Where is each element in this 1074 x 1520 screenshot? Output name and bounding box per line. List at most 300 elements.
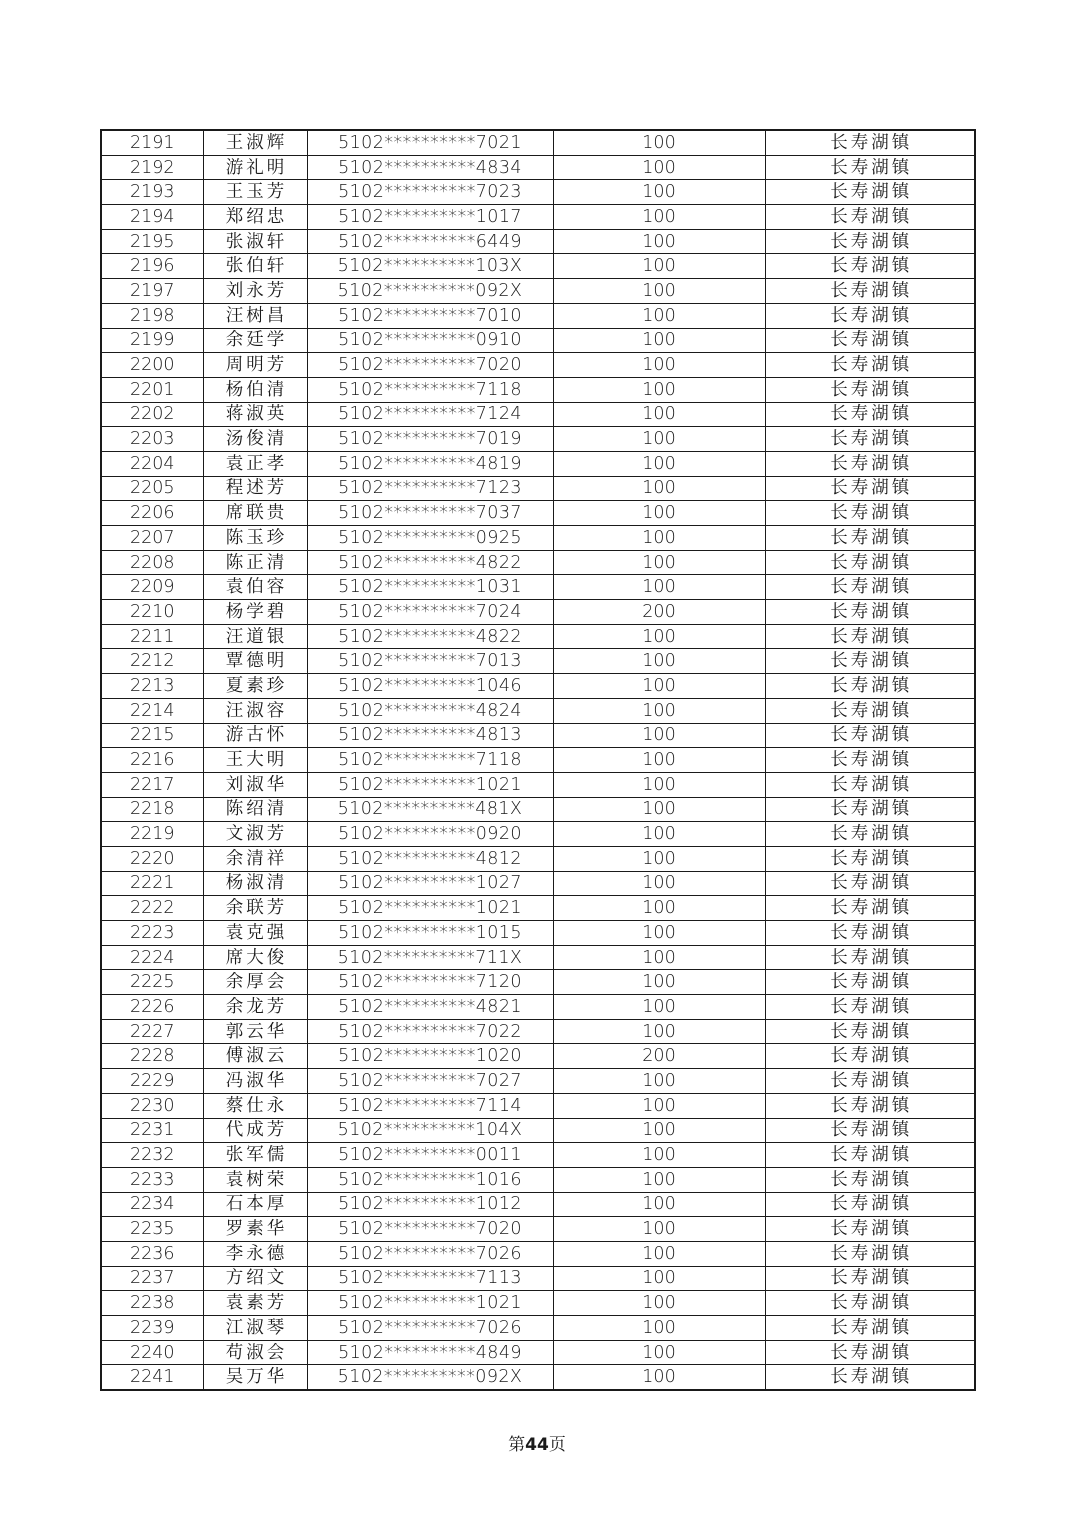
amount-cell: 100 — [553, 550, 765, 575]
name-cell: 罗素华 — [203, 1217, 307, 1242]
serial-number-cell: 2195 — [101, 229, 203, 254]
name-cell: 周明芳 — [203, 353, 307, 378]
name-cell: 苟淑会 — [203, 1340, 307, 1365]
township-cell: 长寿湖镇 — [765, 353, 975, 378]
table-row — [101, 1069, 975, 1094]
id-number-cell: 5102**********4813 — [307, 723, 553, 748]
id-number-cell: 5102**********104X — [307, 1118, 553, 1143]
table-row — [101, 1167, 975, 1192]
name-cell: 石本厚 — [203, 1192, 307, 1217]
id-number-cell: 5102**********1021 — [307, 896, 553, 921]
serial-number-cell: 2225 — [101, 970, 203, 995]
footer-prefix: 第 — [508, 1435, 526, 1455]
table-row — [101, 822, 975, 847]
table-row — [101, 130, 975, 155]
id-number-cell: 5102**********4822 — [307, 550, 553, 575]
township-cell: 长寿湖镇 — [765, 130, 975, 155]
id-number-cell: 5102**********092X — [307, 1365, 553, 1390]
amount-cell: 100 — [553, 1167, 765, 1192]
serial-number-cell: 2219 — [101, 822, 203, 847]
table-row — [101, 649, 975, 674]
serial-number-cell: 2222 — [101, 896, 203, 921]
table-row — [101, 772, 975, 797]
id-number-cell: 5102**********7026 — [307, 1241, 553, 1266]
id-number-cell: 5102**********103X — [307, 254, 553, 279]
amount-cell: 100 — [553, 822, 765, 847]
township-cell: 长寿湖镇 — [765, 1167, 975, 1192]
roster-table-body — [101, 130, 975, 1390]
name-cell: 陈正清 — [203, 550, 307, 575]
name-cell: 余厚会 — [203, 970, 307, 995]
serial-number-cell: 2237 — [101, 1266, 203, 1291]
amount-cell: 100 — [553, 1340, 765, 1365]
serial-number-cell: 2205 — [101, 476, 203, 501]
township-cell: 长寿湖镇 — [765, 896, 975, 921]
serial-number-cell: 2230 — [101, 1093, 203, 1118]
name-cell: 张伯轩 — [203, 254, 307, 279]
amount-cell: 100 — [553, 748, 765, 773]
id-number-cell: 5102**********4812 — [307, 846, 553, 871]
township-cell: 长寿湖镇 — [765, 846, 975, 871]
id-number-cell: 5102**********0920 — [307, 822, 553, 847]
township-cell: 长寿湖镇 — [765, 1241, 975, 1266]
township-cell: 长寿湖镇 — [765, 871, 975, 896]
name-cell: 余清祥 — [203, 846, 307, 871]
table-row — [101, 1118, 975, 1143]
serial-number-cell: 2197 — [101, 279, 203, 304]
name-cell: 杨伯清 — [203, 377, 307, 402]
name-cell: 王淑辉 — [203, 130, 307, 155]
table-row — [101, 205, 975, 230]
serial-number-cell: 2236 — [101, 1241, 203, 1266]
id-number-cell: 5102**********7013 — [307, 649, 553, 674]
amount-cell: 100 — [553, 1118, 765, 1143]
table-row — [101, 846, 975, 871]
township-cell: 长寿湖镇 — [765, 501, 975, 526]
id-number-cell: 5102**********1021 — [307, 772, 553, 797]
amount-cell: 100 — [553, 896, 765, 921]
amount-cell: 100 — [553, 377, 765, 402]
table-row — [101, 748, 975, 773]
id-number-cell: 5102**********4824 — [307, 698, 553, 723]
id-number-cell: 5102**********7022 — [307, 1019, 553, 1044]
township-cell: 长寿湖镇 — [765, 1217, 975, 1242]
id-number-cell: 5102**********4849 — [307, 1340, 553, 1365]
amount-cell: 100 — [553, 945, 765, 970]
table-row — [101, 1266, 975, 1291]
serial-number-cell: 2234 — [101, 1192, 203, 1217]
township-cell: 长寿湖镇 — [765, 1093, 975, 1118]
amount-cell: 100 — [553, 1192, 765, 1217]
table-row — [101, 1044, 975, 1069]
township-cell: 长寿湖镇 — [765, 1266, 975, 1291]
table-row — [101, 526, 975, 551]
township-cell: 长寿湖镇 — [765, 1044, 975, 1069]
serial-number-cell: 2224 — [101, 945, 203, 970]
id-number-cell: 5102**********4834 — [307, 155, 553, 180]
township-cell: 长寿湖镇 — [765, 279, 975, 304]
id-number-cell: 5102**********1015 — [307, 921, 553, 946]
table-row — [101, 377, 975, 402]
id-number-cell: 5102**********7019 — [307, 427, 553, 452]
amount-cell: 100 — [553, 526, 765, 551]
serial-number-cell: 2241 — [101, 1365, 203, 1390]
name-cell: 袁树荣 — [203, 1167, 307, 1192]
id-number-cell: 5102**********7023 — [307, 180, 553, 205]
subsidy-roster-table — [100, 129, 976, 1391]
amount-cell: 100 — [553, 303, 765, 328]
amount-cell: 100 — [553, 229, 765, 254]
amount-cell: 100 — [553, 921, 765, 946]
table-row — [101, 600, 975, 625]
serial-number-cell: 2223 — [101, 921, 203, 946]
serial-number-cell: 2191 — [101, 130, 203, 155]
name-cell: 余龙芳 — [203, 995, 307, 1020]
table-row — [101, 180, 975, 205]
id-number-cell: 5102**********7120 — [307, 970, 553, 995]
amount-cell: 100 — [553, 723, 765, 748]
serial-number-cell: 2207 — [101, 526, 203, 551]
serial-number-cell: 2201 — [101, 377, 203, 402]
amount-cell: 100 — [553, 995, 765, 1020]
page-footer — [0, 1430, 1074, 1455]
name-cell: 蒋淑英 — [203, 402, 307, 427]
serial-number-cell: 2210 — [101, 600, 203, 625]
id-number-cell: 5102**********7118 — [307, 748, 553, 773]
township-cell: 长寿湖镇 — [765, 995, 975, 1020]
serial-number-cell: 2235 — [101, 1217, 203, 1242]
table-row — [101, 229, 975, 254]
amount-cell: 100 — [553, 698, 765, 723]
name-cell: 杨学碧 — [203, 600, 307, 625]
id-number-cell: 5102**********7010 — [307, 303, 553, 328]
id-number-cell: 5102**********7020 — [307, 1217, 553, 1242]
id-number-cell: 5102**********7123 — [307, 476, 553, 501]
amount-cell: 100 — [553, 772, 765, 797]
table-row — [101, 353, 975, 378]
table-row — [101, 995, 975, 1020]
amount-cell: 100 — [553, 871, 765, 896]
name-cell: 方绍文 — [203, 1266, 307, 1291]
id-number-cell: 5102**********7114 — [307, 1093, 553, 1118]
name-cell: 冯淑华 — [203, 1069, 307, 1094]
name-cell: 陈玉珍 — [203, 526, 307, 551]
amount-cell: 100 — [553, 674, 765, 699]
id-number-cell: 5102**********1021 — [307, 1291, 553, 1316]
name-cell: 袁伯容 — [203, 575, 307, 600]
township-cell: 长寿湖镇 — [765, 748, 975, 773]
serial-number-cell: 2226 — [101, 995, 203, 1020]
township-cell: 长寿湖镇 — [765, 649, 975, 674]
name-cell: 傅淑云 — [203, 1044, 307, 1069]
name-cell: 汪树昌 — [203, 303, 307, 328]
name-cell: 王玉芳 — [203, 180, 307, 205]
name-cell: 席联贵 — [203, 501, 307, 526]
name-cell: 袁克强 — [203, 921, 307, 946]
id-number-cell: 5102**********4821 — [307, 995, 553, 1020]
amount-cell: 100 — [553, 970, 765, 995]
table-row — [101, 624, 975, 649]
name-cell: 刘淑华 — [203, 772, 307, 797]
serial-number-cell: 2218 — [101, 797, 203, 822]
id-number-cell: 5102**********7113 — [307, 1266, 553, 1291]
amount-cell: 100 — [553, 1069, 765, 1094]
name-cell: 袁素芳 — [203, 1291, 307, 1316]
amount-cell: 100 — [553, 427, 765, 452]
name-cell: 游古怀 — [203, 723, 307, 748]
serial-number-cell: 2231 — [101, 1118, 203, 1143]
township-cell: 长寿湖镇 — [765, 1340, 975, 1365]
serial-number-cell: 2206 — [101, 501, 203, 526]
serial-number-cell: 2233 — [101, 1167, 203, 1192]
id-number-cell: 5102**********6449 — [307, 229, 553, 254]
serial-number-cell: 2198 — [101, 303, 203, 328]
footer-suffix: 页 — [548, 1435, 566, 1455]
name-cell: 余廷学 — [203, 328, 307, 353]
serial-number-cell: 2209 — [101, 575, 203, 600]
township-cell: 长寿湖镇 — [765, 921, 975, 946]
township-cell: 长寿湖镇 — [765, 550, 975, 575]
table-row — [101, 550, 975, 575]
id-number-cell: 5102**********4819 — [307, 451, 553, 476]
table-row — [101, 279, 975, 304]
amount-cell: 100 — [553, 1291, 765, 1316]
name-cell: 文淑芳 — [203, 822, 307, 847]
serial-number-cell: 2196 — [101, 254, 203, 279]
table-row — [101, 698, 975, 723]
township-cell: 长寿湖镇 — [765, 155, 975, 180]
township-cell: 长寿湖镇 — [765, 254, 975, 279]
id-number-cell: 5102**********1031 — [307, 575, 553, 600]
table-row — [101, 1316, 975, 1341]
table-row — [101, 1291, 975, 1316]
township-cell: 长寿湖镇 — [765, 600, 975, 625]
township-cell: 长寿湖镇 — [765, 822, 975, 847]
township-cell: 长寿湖镇 — [765, 945, 975, 970]
amount-cell: 100 — [553, 1093, 765, 1118]
serial-number-cell: 2203 — [101, 427, 203, 452]
amount-cell: 200 — [553, 600, 765, 625]
township-cell: 长寿湖镇 — [765, 1069, 975, 1094]
table-row — [101, 254, 975, 279]
id-number-cell: 5102**********7021 — [307, 130, 553, 155]
name-cell: 江淑琴 — [203, 1316, 307, 1341]
table-row — [101, 501, 975, 526]
amount-cell: 200 — [553, 1044, 765, 1069]
amount-cell: 100 — [553, 328, 765, 353]
id-number-cell: 5102**********7027 — [307, 1069, 553, 1094]
name-cell: 李永德 — [203, 1241, 307, 1266]
township-cell: 长寿湖镇 — [765, 328, 975, 353]
township-cell: 长寿湖镇 — [765, 427, 975, 452]
name-cell: 程述芳 — [203, 476, 307, 501]
township-cell: 长寿湖镇 — [765, 970, 975, 995]
table-row — [101, 921, 975, 946]
amount-cell: 100 — [553, 649, 765, 674]
name-cell: 张淑轩 — [203, 229, 307, 254]
name-cell: 郭云华 — [203, 1019, 307, 1044]
amount-cell: 100 — [553, 846, 765, 871]
township-cell: 长寿湖镇 — [765, 377, 975, 402]
id-number-cell: 5102**********1016 — [307, 1167, 553, 1192]
name-cell: 汪道银 — [203, 624, 307, 649]
amount-cell: 100 — [553, 1019, 765, 1044]
table-row — [101, 674, 975, 699]
amount-cell: 100 — [553, 624, 765, 649]
township-cell: 长寿湖镇 — [765, 205, 975, 230]
amount-cell: 100 — [553, 1266, 765, 1291]
township-cell: 长寿湖镇 — [765, 772, 975, 797]
amount-cell: 100 — [553, 1316, 765, 1341]
amount-cell: 100 — [553, 501, 765, 526]
township-cell: 长寿湖镇 — [765, 1143, 975, 1168]
amount-cell: 100 — [553, 797, 765, 822]
id-number-cell: 5102**********481X — [307, 797, 553, 822]
table-row — [101, 896, 975, 921]
amount-cell: 100 — [553, 1365, 765, 1390]
table-row — [101, 328, 975, 353]
name-cell: 席大俊 — [203, 945, 307, 970]
id-number-cell: 5102**********7118 — [307, 377, 553, 402]
serial-number-cell: 2212 — [101, 649, 203, 674]
township-cell: 长寿湖镇 — [765, 698, 975, 723]
table-row — [101, 427, 975, 452]
amount-cell: 100 — [553, 353, 765, 378]
township-cell: 长寿湖镇 — [765, 303, 975, 328]
serial-number-cell: 2202 — [101, 402, 203, 427]
serial-number-cell: 2208 — [101, 550, 203, 575]
serial-number-cell: 2211 — [101, 624, 203, 649]
table-row — [101, 476, 975, 501]
township-cell: 长寿湖镇 — [765, 1365, 975, 1390]
township-cell: 长寿湖镇 — [765, 674, 975, 699]
table-row — [101, 575, 975, 600]
serial-number-cell: 2232 — [101, 1143, 203, 1168]
serial-number-cell: 2220 — [101, 846, 203, 871]
township-cell: 长寿湖镇 — [765, 1019, 975, 1044]
table-row — [101, 1241, 975, 1266]
id-number-cell: 5102**********0910 — [307, 328, 553, 353]
amount-cell: 100 — [553, 451, 765, 476]
serial-number-cell: 2213 — [101, 674, 203, 699]
amount-cell: 100 — [553, 205, 765, 230]
id-number-cell: 5102**********7024 — [307, 600, 553, 625]
id-number-cell: 5102**********7026 — [307, 1316, 553, 1341]
name-cell: 游礼明 — [203, 155, 307, 180]
name-cell: 蔡仕永 — [203, 1093, 307, 1118]
township-cell: 长寿湖镇 — [765, 526, 975, 551]
name-cell: 刘永芳 — [203, 279, 307, 304]
amount-cell: 100 — [553, 130, 765, 155]
serial-number-cell: 2193 — [101, 180, 203, 205]
id-number-cell: 5102**********0925 — [307, 526, 553, 551]
table-row — [101, 303, 975, 328]
name-cell: 覃德明 — [203, 649, 307, 674]
page-number: 44 — [525, 1435, 549, 1455]
table-row — [101, 871, 975, 896]
township-cell: 长寿湖镇 — [765, 1192, 975, 1217]
table-row — [101, 1340, 975, 1365]
serial-number-cell: 2199 — [101, 328, 203, 353]
amount-cell: 100 — [553, 402, 765, 427]
table-row — [101, 1093, 975, 1118]
id-number-cell: 5102**********1012 — [307, 1192, 553, 1217]
name-cell: 夏素珍 — [203, 674, 307, 699]
serial-number-cell: 2240 — [101, 1340, 203, 1365]
township-cell: 长寿湖镇 — [765, 229, 975, 254]
table-row — [101, 1217, 975, 1242]
amount-cell: 100 — [553, 155, 765, 180]
township-cell: 长寿湖镇 — [765, 797, 975, 822]
amount-cell: 100 — [553, 476, 765, 501]
id-number-cell: 5102**********092X — [307, 279, 553, 304]
table-row — [101, 1019, 975, 1044]
serial-number-cell: 2238 — [101, 1291, 203, 1316]
id-number-cell: 5102**********1020 — [307, 1044, 553, 1069]
township-cell: 长寿湖镇 — [765, 1118, 975, 1143]
table-row — [101, 970, 975, 995]
name-cell: 代成芳 — [203, 1118, 307, 1143]
amount-cell: 100 — [553, 180, 765, 205]
serial-number-cell: 2215 — [101, 723, 203, 748]
id-number-cell: 5102**********7020 — [307, 353, 553, 378]
id-number-cell: 5102**********1046 — [307, 674, 553, 699]
table-row — [101, 1143, 975, 1168]
name-cell: 余联芳 — [203, 896, 307, 921]
id-number-cell: 5102**********1017 — [307, 205, 553, 230]
township-cell: 长寿湖镇 — [765, 180, 975, 205]
id-number-cell: 5102**********4822 — [307, 624, 553, 649]
table-row — [101, 1192, 975, 1217]
table-row — [101, 797, 975, 822]
serial-number-cell: 2216 — [101, 748, 203, 773]
township-cell: 长寿湖镇 — [765, 1291, 975, 1316]
name-cell: 袁正孝 — [203, 451, 307, 476]
id-number-cell: 5102**********1027 — [307, 871, 553, 896]
township-cell: 长寿湖镇 — [765, 402, 975, 427]
serial-number-cell: 2221 — [101, 871, 203, 896]
amount-cell: 100 — [553, 1143, 765, 1168]
name-cell: 张军儒 — [203, 1143, 307, 1168]
id-number-cell: 5102**********7124 — [307, 402, 553, 427]
township-cell: 长寿湖镇 — [765, 723, 975, 748]
table-row — [101, 723, 975, 748]
table-row — [101, 402, 975, 427]
serial-number-cell: 2200 — [101, 353, 203, 378]
id-number-cell: 5102**********7037 — [307, 501, 553, 526]
township-cell: 长寿湖镇 — [765, 1316, 975, 1341]
id-number-cell: 5102**********0011 — [307, 1143, 553, 1168]
serial-number-cell: 2214 — [101, 698, 203, 723]
township-cell: 长寿湖镇 — [765, 476, 975, 501]
name-cell: 杨淑清 — [203, 871, 307, 896]
serial-number-cell: 2227 — [101, 1019, 203, 1044]
serial-number-cell: 2192 — [101, 155, 203, 180]
name-cell: 陈绍清 — [203, 797, 307, 822]
name-cell: 王大明 — [203, 748, 307, 773]
township-cell: 长寿湖镇 — [765, 624, 975, 649]
township-cell: 长寿湖镇 — [765, 451, 975, 476]
name-cell: 吴万华 — [203, 1365, 307, 1390]
serial-number-cell: 2228 — [101, 1044, 203, 1069]
table-row — [101, 451, 975, 476]
table-row — [101, 1365, 975, 1390]
amount-cell: 100 — [553, 1241, 765, 1266]
name-cell: 郑绍忠 — [203, 205, 307, 230]
serial-number-cell: 2217 — [101, 772, 203, 797]
township-cell: 长寿湖镇 — [765, 575, 975, 600]
amount-cell: 100 — [553, 254, 765, 279]
